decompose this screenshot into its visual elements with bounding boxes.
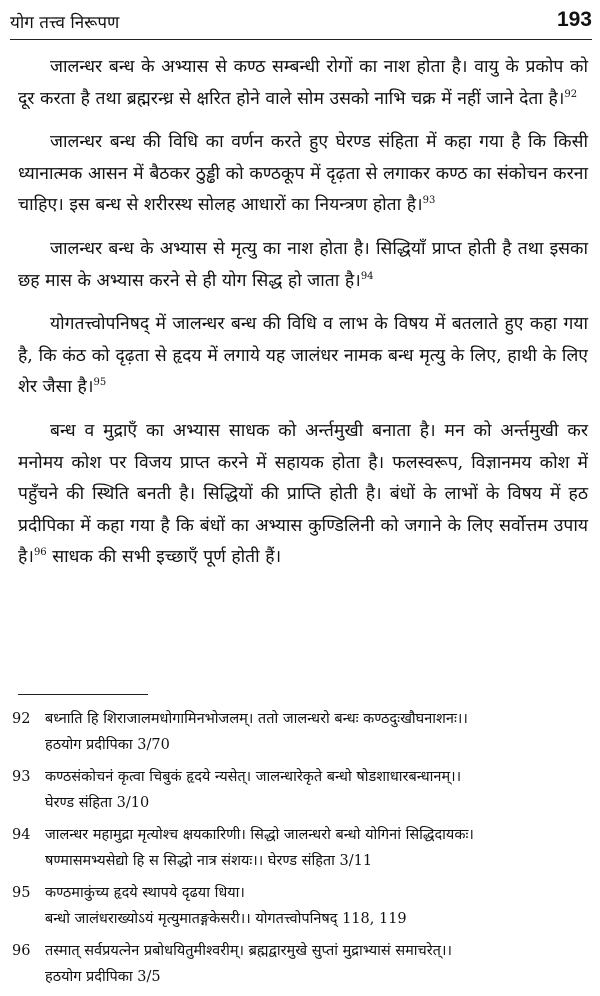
- paragraph-text: जालन्धर बन्ध के अभ्यास से कण्ठ सम्बन्धी रोगों का नाश होता है। वायु के प्रकोप को दूर करता है तथा ब्रह्मरन्ध्र से क्षरित होने वाले सोम उसको नाभि चक्र में नहीं जाने देता है।: [18, 57, 588, 109]
- footnote-number: 96: [12, 943, 31, 959]
- page-header: [10, 8, 592, 38]
- footnote-source: घेरण्ड संहिता 3/10: [45, 795, 150, 811]
- paragraph: [18, 234, 588, 297]
- footnote-line: कण्ठमाकुंच्य हृदये स्थापये दृढया धिया।: [45, 885, 245, 901]
- footnote-ref[interactable]: 93: [422, 195, 436, 207]
- paragraph: [18, 52, 588, 115]
- running-title: योग तत्त्व निरूपण: [10, 13, 120, 33]
- paragraph-text: जालन्धर बन्ध की विधि का वर्णन करते हुए घेरण्ड संहिता में कहा गया है कि किसी ध्यानात्मक आसन में बैठकर ठुड्ढी को कण्ठकूप में दृढ़ता से लगाकर कण्ठ का संकोचन करना चाहिए। इस बन्ध से शरीरस्थ सोलह आधारों का नियन्त्रण होता है।: [18, 132, 588, 216]
- footnote-number: 94: [12, 827, 31, 843]
- footnote-number: 93: [12, 769, 31, 785]
- footnote-line: तस्मात् सर्वप्रयत्नेन प्रबोधयितुमीश्वरीम्। ब्रह्मद्वारमुखे सुप्तां मुद्राभ्यासं समाचरेत्।।: [45, 943, 452, 959]
- header-rule: [10, 39, 592, 40]
- paragraph: [18, 309, 588, 404]
- footnote-item: [12, 822, 592, 874]
- footnote-source: हठयोग प्रदीपिका 3/70: [45, 737, 170, 753]
- footnote-line: बध्नाति हि शिराजालमधोगामिनभोजलम्। ततो जालन्धरो बन्धः कण्ठदुःखौघनाशनः।।: [45, 711, 468, 727]
- footnote-ref[interactable]: 92: [564, 88, 578, 100]
- footnote-ref[interactable]: 95: [93, 377, 107, 389]
- footnote-source: षण्मासमभ्यसेद्यो हि स सिद्धो नात्र संशयः।। घेरण्ड संहिता 3/11: [45, 853, 373, 869]
- paragraph-text: योगतत्त्वोपनिषद् में जालन्धर बन्ध की विधि व लाभ के विषय में बतलाते हुए कहा गया है, कि कंठ को दृढ़ता से हृदय में लगाये यह जालंधर नामक बन्ध मृत्यु के लिए, हाथी के लिए शेर जैसा है।: [18, 314, 588, 398]
- paragraph-text: जालन्धर बन्ध के अभ्यास से मृत्यु का नाश होता है। सिद्धियाँ प्राप्त होती है तथा इसका छह मास के अभ्यास करने से ही योग सिद्ध हो जाता है।: [18, 238, 588, 291]
- footnote-number: 95: [12, 885, 31, 901]
- footnote-line: कण्ठसंकोचनं कृत्वा चिबुकं हृदये न्यसेत्। जालन्धारेकृते बन्धो षोडशाधारबन्धानम्।।: [45, 769, 462, 785]
- footnote-item: [12, 764, 592, 816]
- footnote-item: [12, 938, 592, 990]
- footnote-line: जालन्धर महामुद्रा मृत्योश्च क्षयकारिणी। सिद्धो जालन्धरो बन्धो योगिनां सिद्धिदायकः।: [45, 827, 474, 843]
- footnote-source: हठयोग प्रदीपिका 3/5: [45, 969, 161, 985]
- footnote-ref[interactable]: 94: [360, 270, 374, 282]
- footnote-item: [12, 706, 592, 758]
- main-text: [18, 52, 588, 586]
- footnote-ref[interactable]: 96: [33, 547, 47, 559]
- paragraph: [18, 127, 588, 222]
- page-number: 193: [556, 8, 592, 31]
- footnote-source: बन्धो जालंधराख्योऽयं मृत्युमातङ्गकेसरी।। योगतत्त्वोपनिषद् 118, 119: [45, 911, 407, 927]
- footnote-separator: [18, 694, 148, 695]
- footnote-item: [12, 880, 592, 932]
- paragraph-text-continued: साधक की सभी इच्छाएँ पूर्ण होती हैं।: [46, 547, 282, 568]
- paragraph: [18, 416, 588, 574]
- footnote-number: 92: [12, 711, 31, 727]
- footnotes: [12, 706, 592, 996]
- paragraph-text: बन्ध व मुद्राएँ का अभ्यास साधक को अर्न्तमुखी बनाता है। मन को अर्न्तमुखी कर मनोमय कोश पर विजय प्राप्त करने में सहायक होता है। फलस्वरूप, विज्ञानमय कोश में पहुँचने की स्थिति बनती है। सिद्धियों की प्राप्ति होती है। बंधों के लाभों के विषय में हठ प्रदीपिका में कहा गया है कि बंधों का अभ्यास कुण्डिलिनी को जगाने के लिए सर्वोत्तम उपाय है।: [18, 420, 588, 568]
